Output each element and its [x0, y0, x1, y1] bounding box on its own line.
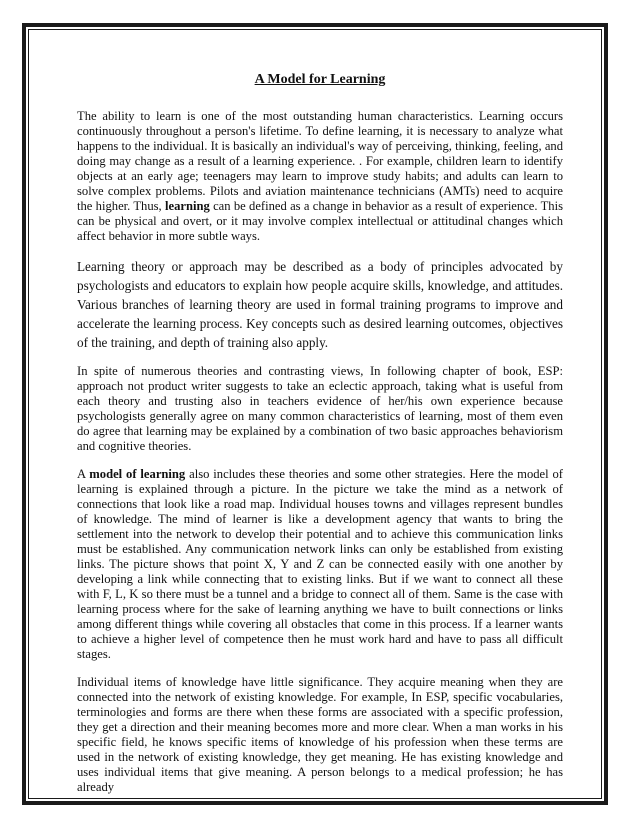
- page-title: A Model for Learning: [254, 72, 386, 87]
- paragraph-1-text-b: can be defined as a change in behavior as a result of experience. This can be physical and overt, or it may involve complex intellectual or attitudinal changes which affect behavior in more subtle ways.: [77, 199, 563, 243]
- paragraph-4-bold: model of learning: [89, 467, 186, 481]
- paragraph-4: [77, 467, 563, 662]
- paragraph-4-text-b: also includes these theories and some other strategies. Here the model of learning is explained through a picture. In the picture we take the mind as a network of connections that look like a road map. Individual houses towns and villages represent bundles of knowledge. The mind of learner is like a development agency that wants to bring the settlement into the network to develop their potential and to achieve this communication links must be established. Any communication network links can only be established from existing links. The picture shows that point X, Y and Z can be connected easily with one another by developing a link while connecting that to existing links. But if we want to connect all these with F, L, K so there must be a tunnel and a bridge to connect all of them. Same is the case with learning process where for the sake of learning anything we have to built connections or links among different things while covering all obstacles that come in this process. If a learner wants to achieve a higher level of competence then he must work hard and have to pass all difficult stages.: [77, 467, 563, 661]
- paragraph-3: [77, 364, 563, 454]
- paragraph-1-bold: learning: [165, 199, 210, 213]
- paragraph-1: [77, 109, 563, 244]
- paragraph-3-text: In spite of numerous theories and contrasting views, In following chapter of book, ESP: approach not product writer suggests to take an eclectic approach, taking what is useful from each theory and trusting also in teachers evidence of her/his own experience because psychologists generally agree on many common characteristics of learning, most of them even do agree that learning may be explained by a combination of two basic approaches behaviorism and cognitive theories.: [77, 364, 563, 453]
- paragraph-2-text: Learning theory or approach may be described as a body of principles advocated by psychologists and educators to explain how people acquire skills, knowledge, and attitudes. Various branches of learning theory are used in formal training programs to improve and accelerate the learning process. Key concepts such as desired learning outcomes, objectives of the training, and depth of training also apply.: [77, 259, 563, 350]
- paragraph-2: [77, 257, 563, 352]
- paragraph-4-text-a: A: [77, 467, 90, 481]
- document-body: [77, 70, 563, 808]
- paragraph-5: [77, 675, 563, 795]
- paragraph-1-text-a: The ability to learn is one of the most outstanding human characteristics. Learning occurs continuously throughout a person's lifetime. To define learning, it is necessary to analyze what happens to the individual. It is basically an individual's way of perceiving, thinking, feeling, and doing may change as a result of a learning experience. . For example, children learn to identify objects at an early age; teenagers may learn to improve study habits; and adults can learn to solve complex problems. Pilots and aviation maintenance technicians (AMTs) need to acquire the higher. Thus,: [77, 109, 563, 213]
- paragraph-5-text: Individual items of knowledge have little significance. They acquire meaning when they are connected into the network of existing knowledge. For example, In ESP, specific vocabularies, terminologies and forms are there when these forms are associated with a specific profession, they get a direction and their meaning becomes more and more clear. When a man works in his specific field, he knows specific items of knowledge of his profession when these terms are used in the network of existing knowledge, they get meaning. He has existing knowledge and uses individual items that give meaning. A person belongs to a medical profession; he has already: [77, 675, 563, 794]
